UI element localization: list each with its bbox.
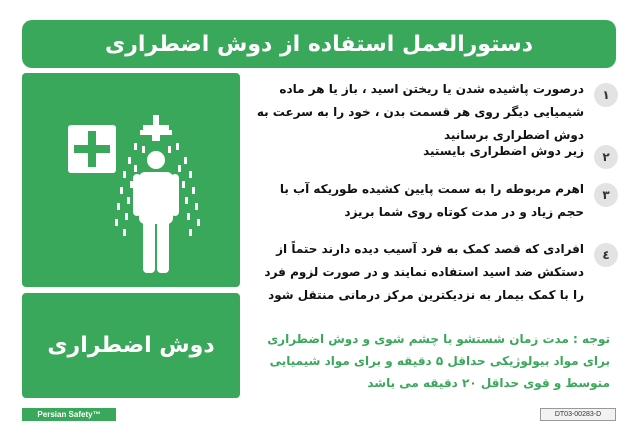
step-number-badge: ٤	[594, 243, 618, 267]
step-number-badge: ۲	[594, 145, 618, 169]
instruction-step	[246, 238, 618, 307]
shower-head-icon	[140, 115, 172, 141]
instruction-step	[246, 78, 618, 147]
icon-panel	[22, 73, 240, 287]
brand-tag: Persian Safety™	[22, 408, 116, 421]
step-text: افرادی که قصد کمک به فرد آسیب دیده دارند حتماً از دستکش ضد اسید استفاده نمایند و در صورت لزوم فرد را با کمک بیمار به نزدیکترین مرکز درمانی منتقل شود	[264, 242, 584, 302]
emergency-shower-pictogram	[22, 73, 240, 287]
sign-title: دستورالعمل استفاده از دوش اضطراری	[22, 20, 616, 68]
instruction-step	[246, 178, 618, 224]
attention-note: توجه : مدت زمان شستشو با چشم شوی و دوش اضطراری برای مواد بیولوژیکی حداقل ۵ دقیقه و برای مواد شیمیایی متوسط و قوی حداقل ۲۰ دقیقه می باشد	[267, 332, 610, 390]
step-text: زیر دوش اضطراری بایستید	[423, 144, 584, 158]
sign-footer	[0, 404, 638, 425]
step-text: اهرم مربوطه را به سمت پایین کشیده طوریکه آب با حجم زیاد و در مدت کوتاه روی شما بریزد	[279, 182, 584, 219]
step-text: درصورت پاشیده شدن یا ریختن اسید ، باز یا هر ماده شیمیایی دیگر روی هر قسمت بدن ، خود را به سرعت به دوش اضطراری برسانید	[256, 82, 584, 142]
product-code: DT03-00283-D	[540, 408, 616, 421]
person-under-shower-icon	[133, 151, 179, 273]
instruction-list	[246, 78, 618, 328]
step-number-badge: ۱	[594, 83, 618, 107]
instruction-step	[246, 140, 618, 169]
first-aid-cross-icon	[68, 125, 116, 173]
shower-name-label: دوش اضطراری	[22, 293, 240, 398]
step-number-badge: ۳	[594, 183, 618, 207]
